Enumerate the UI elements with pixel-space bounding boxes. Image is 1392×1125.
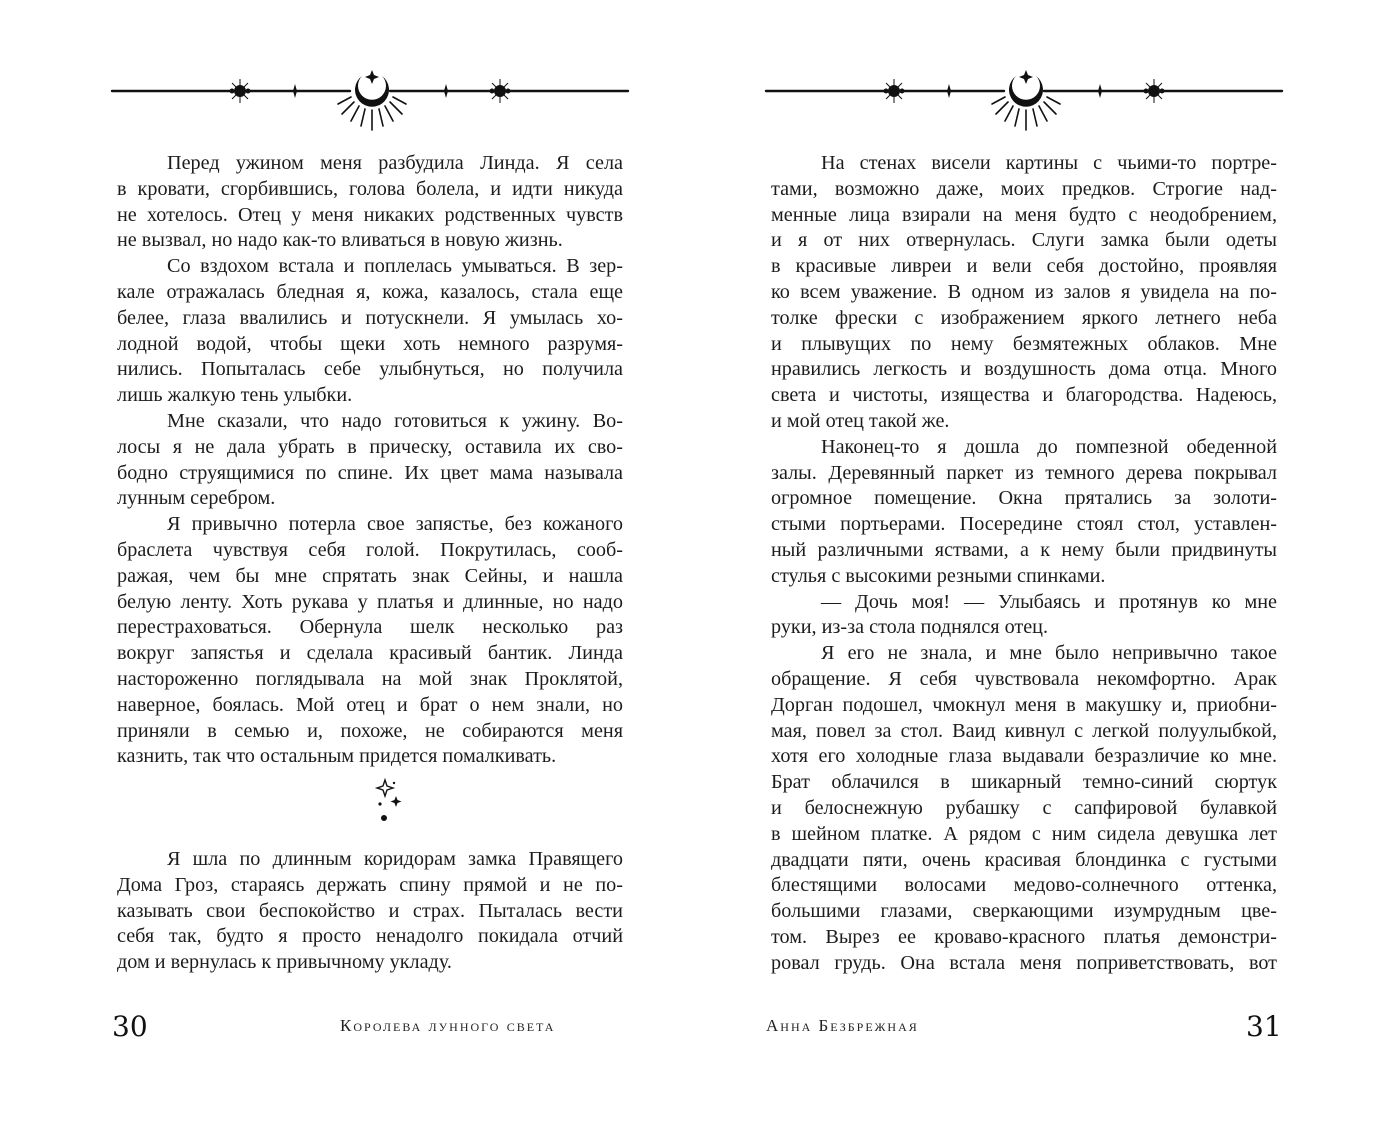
text-line: блестящими волосами медово-солнечного оттенка, (771, 874, 1277, 897)
text-line: хотя его холодные глаза выдавали безразличие ко мне. (771, 745, 1277, 768)
text-line: и мой отец такой же. (771, 409, 950, 432)
text-line: том. Вырез ее кроваво-красного платья демонстри- (771, 925, 1277, 948)
text-line: настороженно поглядывала на мой знак Проклятой, (117, 667, 623, 690)
text-line: стулья с высокими резными спинками. (771, 564, 1106, 587)
text-line: залы. Деревянный паркет из темного дерева покрывал (771, 461, 1277, 484)
text-line: дом и вернулась к привычному укладу. (117, 951, 452, 974)
text-line: лосы я не дала убрать в прическу, оставила их сво- (117, 435, 623, 458)
running-title: Королева лунного света (340, 1016, 556, 1035)
text-line: казнить, так что остальным придется помалкивать. (117, 745, 557, 768)
crescent-moon-sunburst-divider-icon (110, 64, 630, 134)
text-line: вокруг запястья и сделала красивый бантик. Линда (117, 642, 623, 665)
text-line: нились. Попыталась себе улыбнуться, но получила (117, 358, 623, 381)
chapter-text-part-2 (117, 847, 623, 976)
text-line: лунным серебром. (117, 487, 276, 510)
text-line: Я привычно потерла свое запястье, без кожаного (167, 513, 623, 536)
text-line: огромное помещение. Окна прятались за золоти- (771, 487, 1277, 510)
text-line: Я шла по длинным коридорам замка Правящего (167, 848, 623, 870)
page-number: 30 (112, 1010, 148, 1043)
text-line: света и чистоты, изящества и благородства. Надеюсь, (771, 384, 1277, 407)
running-author: Анна Безбрежная (766, 1016, 919, 1035)
text-line: кале отражалась бледная я, кожа, казалось, стала еще (117, 280, 623, 303)
chapter-text-part-1 (117, 151, 623, 770)
text-line: толке фрески с изображением яркого летнего неба (771, 306, 1277, 329)
text-line: Дома Гроз, стараясь держать спину прямой и не по- (117, 873, 623, 896)
text-line: лодной водой, чтобы щеки хоть немного разрумя- (117, 332, 623, 355)
text-line: браслета чувствуя себя голой. Покрутилась, сооб- (117, 538, 623, 561)
text-line: Перед ужином меня разбудила Линда. Я села (167, 152, 623, 174)
text-line: не вызвал, но надо как-то вливаться в новую жизнь. (117, 229, 563, 252)
text-line: Наконец-то я дошла до помпезной обеденной (821, 435, 1277, 458)
text-line: большими глазами, сверкающими изумрудным цве- (771, 900, 1277, 923)
text-line: ражая, чем бы мне спрятать знак Сейны, и нашла (117, 564, 623, 587)
text-line: в кровати, сгорбившись, голова болела, и идти никуда (117, 177, 623, 200)
page-number: 31 (1246, 1010, 1282, 1043)
text-line: и плывущих по нему безмятежных облаков. Мне (771, 332, 1277, 355)
text-line: Я его не знала, и мне было непривычно такое (821, 642, 1277, 665)
crescent-moon-stars-icon (330, 766, 410, 838)
text-line: и белоснежную рубашку с сапфировой булавкой (771, 796, 1277, 819)
text-line: обращение. Я себя чувствовала некомфортно. Арак (771, 667, 1277, 690)
text-line: белую ленту. Хоть рукава у платья и длинные, но надо (117, 590, 623, 613)
text-line: — Дочь моя! — Улыбаясь и протянув ко мне (821, 590, 1277, 613)
text-line: в шейном платке. А рядом с ним сидела девушка лет (771, 822, 1277, 845)
text-line: приняли в семью и, похоже, не собираются меня (117, 719, 623, 742)
text-line: мая, повел за стол. Ваид кивнул с легкой полуулыбкой, (771, 719, 1277, 742)
text-line: Дорган подошел, чмокнул меня в макушку и, приобни- (771, 693, 1277, 716)
chapter-text-continued (771, 151, 1277, 977)
crescent-moon-sunburst-divider-icon (764, 64, 1284, 134)
text-line: руки, из-за стола поднялся отец. (771, 616, 1049, 639)
text-line: ко всем уважение. В одном из залов я увидела на по- (771, 280, 1277, 303)
text-line: наверное, боялась. Мой отец и брат о нем знали, но (117, 693, 623, 716)
text-line: тами, возможно даже, моих предков. Строгие над- (771, 177, 1277, 200)
text-line: двадцати пяти, очень красивая блондинка с густыми (771, 848, 1277, 871)
text-line: в красивые ливреи и вели себя достойно, проявляя (771, 255, 1277, 278)
text-line: менные лица взирали на меня будто с неодобрением, (771, 203, 1277, 226)
text-line: себя так, будто я просто ненадолго покидала отчий (117, 925, 623, 948)
text-line: Мне сказали, что надо готовиться к ужину. Во- (167, 409, 623, 432)
text-line: лишь жалкую тень улыбки. (117, 384, 353, 407)
text-line: казывать свои беспокойство и страх. Пыталась вести (117, 899, 623, 922)
text-line: перестраховаться. Обернула шелк несколько раз (117, 616, 623, 639)
text-line: нравились легкость и воздушность дома отца. Много (771, 358, 1277, 381)
text-line: Брат облачился в шикарный темно-синий сюртук (771, 771, 1277, 794)
text-line: не хотелось. Отец у меня никаких родственных чувств (117, 203, 623, 226)
right-page (696, 0, 1392, 1125)
text-line: ный различными яствами, а к нему были придвинуты (771, 538, 1277, 561)
text-line: и я от них отвернулась. Слуги замка были одеты (771, 229, 1277, 252)
text-line: На стенах висели картины с чьими-то портре- (821, 152, 1277, 174)
text-line: белее, глаза ввалились и потускнели. Я умылась хо- (117, 306, 623, 329)
text-line: ровал грудь. Она встала меня поприветствовать, вот (771, 951, 1277, 974)
text-line: бодно струящимися по спине. Их цвет мама называла (117, 461, 623, 484)
text-line: стыми портьерами. Посередине стоял стол, уставлен- (771, 513, 1277, 536)
text-line: Со вздохом встала и поплелась умываться. В зер- (167, 255, 623, 278)
